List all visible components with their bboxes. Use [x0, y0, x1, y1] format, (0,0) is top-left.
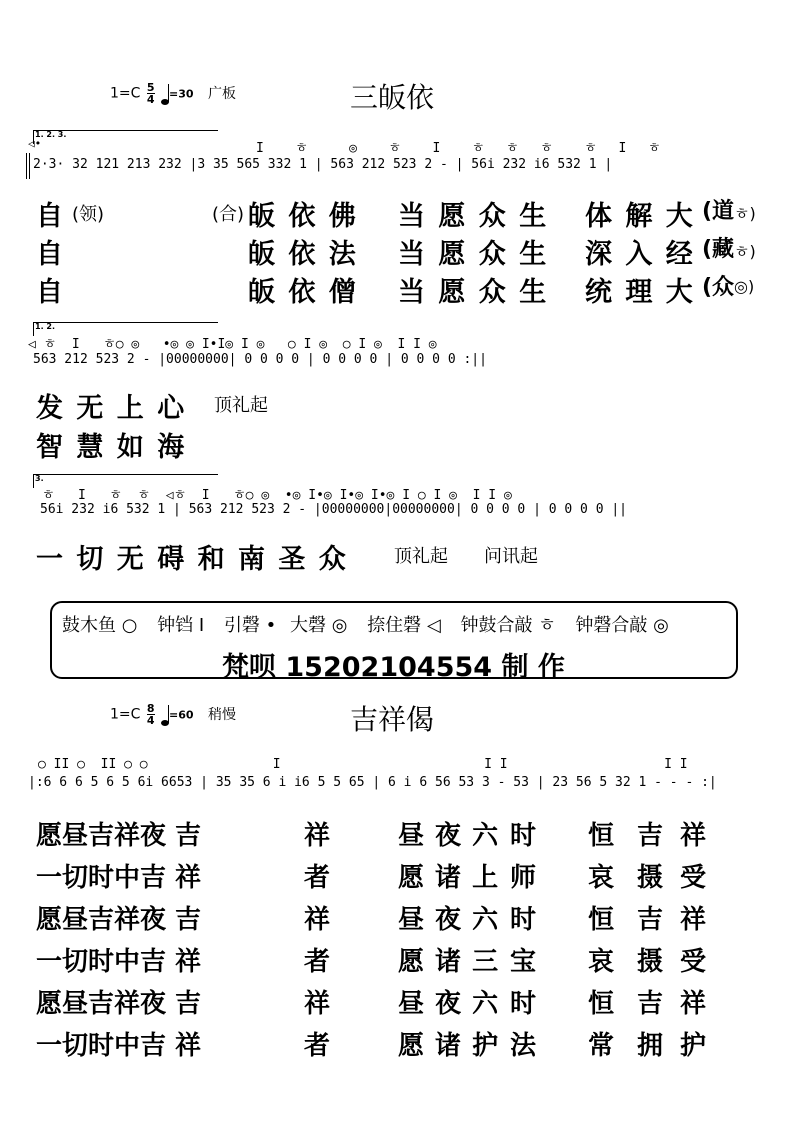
song2-tempo: =60: [168, 708, 194, 722]
song2-time-top: 8: [146, 702, 155, 715]
song2-row3-d: 时: [510, 905, 537, 935]
song2-row: [0, 941, 795, 981]
song2-row1-c: 昼 夜 六: [398, 821, 499, 851]
lyric-2g: (藏: [702, 237, 735, 262]
lyric-1a: 自: [36, 201, 63, 232]
notes-line-2: 563 212 523 2 - |00000000| 0 0 0 0 | 0 0 0 0 | 0 0 0 0 :||: [33, 352, 487, 367]
lyric-2f: 深 入 经: [585, 239, 693, 270]
credit-text: 梵呗 15202104554 制 作: [222, 652, 565, 683]
song2-lyrics-block: [0, 815, 795, 1065]
song2-row3-c: 昼 夜 六: [398, 905, 499, 935]
song2-row4-b: 者: [304, 947, 331, 977]
legend-item-daqing: 大磬 ◎: [290, 615, 348, 636]
song2-time-bottom: 4: [146, 714, 155, 727]
volta-edge-3: [33, 474, 34, 488]
line3-note-2: 问讯起: [484, 546, 538, 567]
volta-line-3: [33, 474, 218, 475]
song2-title: 吉祥偈: [350, 703, 435, 736]
song2-key-signature: [110, 703, 236, 726]
barline-start-2: [29, 153, 30, 179]
line2-lyric-1: 发 无 上 心: [36, 393, 185, 424]
lyric-3f: 统 理 大: [585, 277, 693, 308]
song1-time-bottom: 4: [146, 93, 155, 106]
song2-row6-f: 护: [680, 1031, 707, 1061]
song2-row6-c: 愿 诸 护: [398, 1031, 499, 1061]
lyric-1b: (领): [72, 204, 105, 225]
volta-label-1: 1. 2. 3.: [35, 130, 67, 139]
song2-row6-a: 一切时中吉 祥: [36, 1031, 202, 1061]
song2-row: [0, 815, 795, 855]
lyric-3e: 当 愿 众 生: [398, 277, 547, 308]
song2-row2-a: 一切时中吉 祥: [36, 863, 202, 893]
song2-row3-e: 恒 吉: [588, 905, 664, 935]
song2-row5-c: 昼 夜 六: [398, 989, 499, 1019]
song2-row5-a: 愿昼吉祥夜 吉: [36, 989, 202, 1019]
song2-row: [0, 1025, 795, 1065]
song2-row1-b: 祥: [304, 821, 331, 851]
song1-key: 1=C: [110, 85, 141, 102]
song2-time-signature: [147, 703, 155, 726]
song2-row2-c: 愿 诸 上: [398, 863, 499, 893]
song2-row5-e: 恒 吉: [588, 989, 664, 1019]
quarter-note-icon: [161, 83, 169, 105]
song1-key-signature: [110, 82, 236, 105]
legend-row: [62, 611, 669, 637]
song2-row6-e: 常 拥: [588, 1031, 664, 1061]
song1-time-signature: [147, 82, 155, 105]
song2-row4-e: 哀 摄: [588, 947, 664, 977]
lyric-1f: 体 解 大: [585, 201, 693, 232]
song2-row2-f: 受: [680, 863, 707, 893]
lyric-2h: ㅎ): [734, 242, 756, 261]
lyric-1c: (合): [212, 204, 245, 225]
song2-row4-a: 一切时中吉 祥: [36, 947, 202, 977]
song2-tempo-term: 稍慢: [207, 706, 236, 723]
song2-row4-c: 愿 诸 三: [398, 947, 499, 977]
percussion-marks-row-1b: I ㅎ ◎ ㅎ I ㅎ ㅎ ㅎ ㅎ I ㅎ: [256, 141, 663, 156]
legend-item-nazhuqing: 捺住磬 ◁: [367, 615, 441, 636]
quarter-note-icon: [161, 704, 169, 726]
lyric-1e: 当 愿 众 生: [398, 201, 547, 232]
percussion-marks-row-1: ◁•: [28, 137, 42, 150]
song2-row2-d: 师: [510, 863, 537, 893]
line3-note-1: 顶礼起: [394, 546, 448, 567]
song2-row: [0, 899, 795, 939]
lyric-3d: 皈 依 僧: [248, 277, 356, 308]
line2-lyric-2: 智 慧 如 海: [36, 432, 185, 463]
song1-tempo: =30: [168, 87, 194, 101]
lyric-1h: ㅎ): [734, 204, 756, 223]
song2-key: 1=C: [110, 706, 141, 723]
barline-start: [26, 153, 27, 179]
volta-label-2: 1. 2.: [35, 322, 55, 331]
line3-lyric: 一 切 无 碍 和 南 圣 众: [36, 544, 346, 575]
legend-item-zhonggu: 钟鼓合敲 ㅎ: [460, 615, 556, 636]
percussion-marks-row-2: ◁ ㅎ I ㅎ○ ◎ •◎ ◎ I•I◎ I ◎ ○ I ◎ ○ I ◎ I I ◎: [28, 337, 437, 352]
volta-label-3: 3.: [35, 474, 44, 483]
song2-row5-f: 祥: [680, 989, 707, 1019]
legend-box: [50, 601, 738, 683]
lyric-3h: ◎): [734, 277, 755, 296]
song2-row3-f: 祥: [680, 905, 707, 935]
volta-line-2: [33, 322, 218, 323]
lyric-2a: 自: [36, 239, 63, 270]
percussion-marks-song2: ○ II ○ II ○ ○ I I I I I: [38, 757, 688, 772]
song2-row1-f: 祥: [680, 821, 707, 851]
song2-row6-d: 法: [510, 1031, 537, 1061]
song1-time-top: 5: [146, 81, 155, 94]
lyric-2e: 当 愿 众 生: [398, 239, 547, 270]
song2-row1-d: 时: [510, 821, 537, 851]
song2-row: [0, 983, 795, 1023]
song2-row2-b: 者: [304, 863, 331, 893]
lyric-2d: 皈 依 法: [248, 239, 356, 270]
song1-tempo-term: 广板: [207, 85, 236, 102]
lyric-1d: 皈 依 佛: [248, 201, 356, 232]
song2-row5-d: 时: [510, 989, 537, 1019]
legend-item-zhongdang: 钟铛 I: [157, 615, 205, 636]
line2-note: 顶礼起: [214, 395, 268, 416]
percussion-marks-row-3: ㅎ I ㅎ ㅎ ◁ㅎ I ㅎ○ ◎ •◎ I•◎ I•◎ I•◎ I ○ I ◎ I I ◎: [42, 488, 512, 503]
song2-row6-b: 者: [304, 1031, 331, 1061]
notes-line-1: 2·3· 32 121 213 232 |3 35 565 332 1 | 563 212 523 2 - | 56i 232 i6 532 1 |: [33, 157, 613, 172]
notes-line-3: 56i 232 i6 532 1 | 563 212 523 2 - |00000000|00000000| 0 0 0 0 | 0 0 0 0 ||: [40, 502, 627, 517]
song2-row3-b: 祥: [304, 905, 331, 935]
song2-row: [0, 857, 795, 897]
song2-row2-e: 哀 摄: [588, 863, 664, 893]
song1-title: 三皈依: [350, 81, 435, 114]
song2-row1-a: 愿昼吉祥夜 吉: [36, 821, 202, 851]
lyric-1g: (道: [702, 199, 735, 224]
song2-row3-a: 愿昼吉祥夜 吉: [36, 905, 202, 935]
song2-row4-f: 受: [680, 947, 707, 977]
song2-row1-e: 恒 吉: [588, 821, 664, 851]
legend-item-muyu: 鼓木鱼 ○: [62, 615, 138, 636]
song2-row5-b: 祥: [304, 989, 331, 1019]
song2-notes: |:6 6 6 5 6 5 6i 6653 | 35 35 6 i i6 5 5 65 | 6 i 6 56 53 3 - 53 | 23 56 5 32 1 - - - :|: [28, 775, 717, 790]
lyric-3a: 自: [36, 277, 63, 308]
song2-row4-d: 宝: [510, 947, 537, 977]
lyric-3g: (众: [702, 275, 735, 300]
legend-item-yinqing: 引磬 •: [223, 615, 277, 636]
legend-item-zhongqing: 钟磬合敲 ◎: [575, 615, 669, 636]
